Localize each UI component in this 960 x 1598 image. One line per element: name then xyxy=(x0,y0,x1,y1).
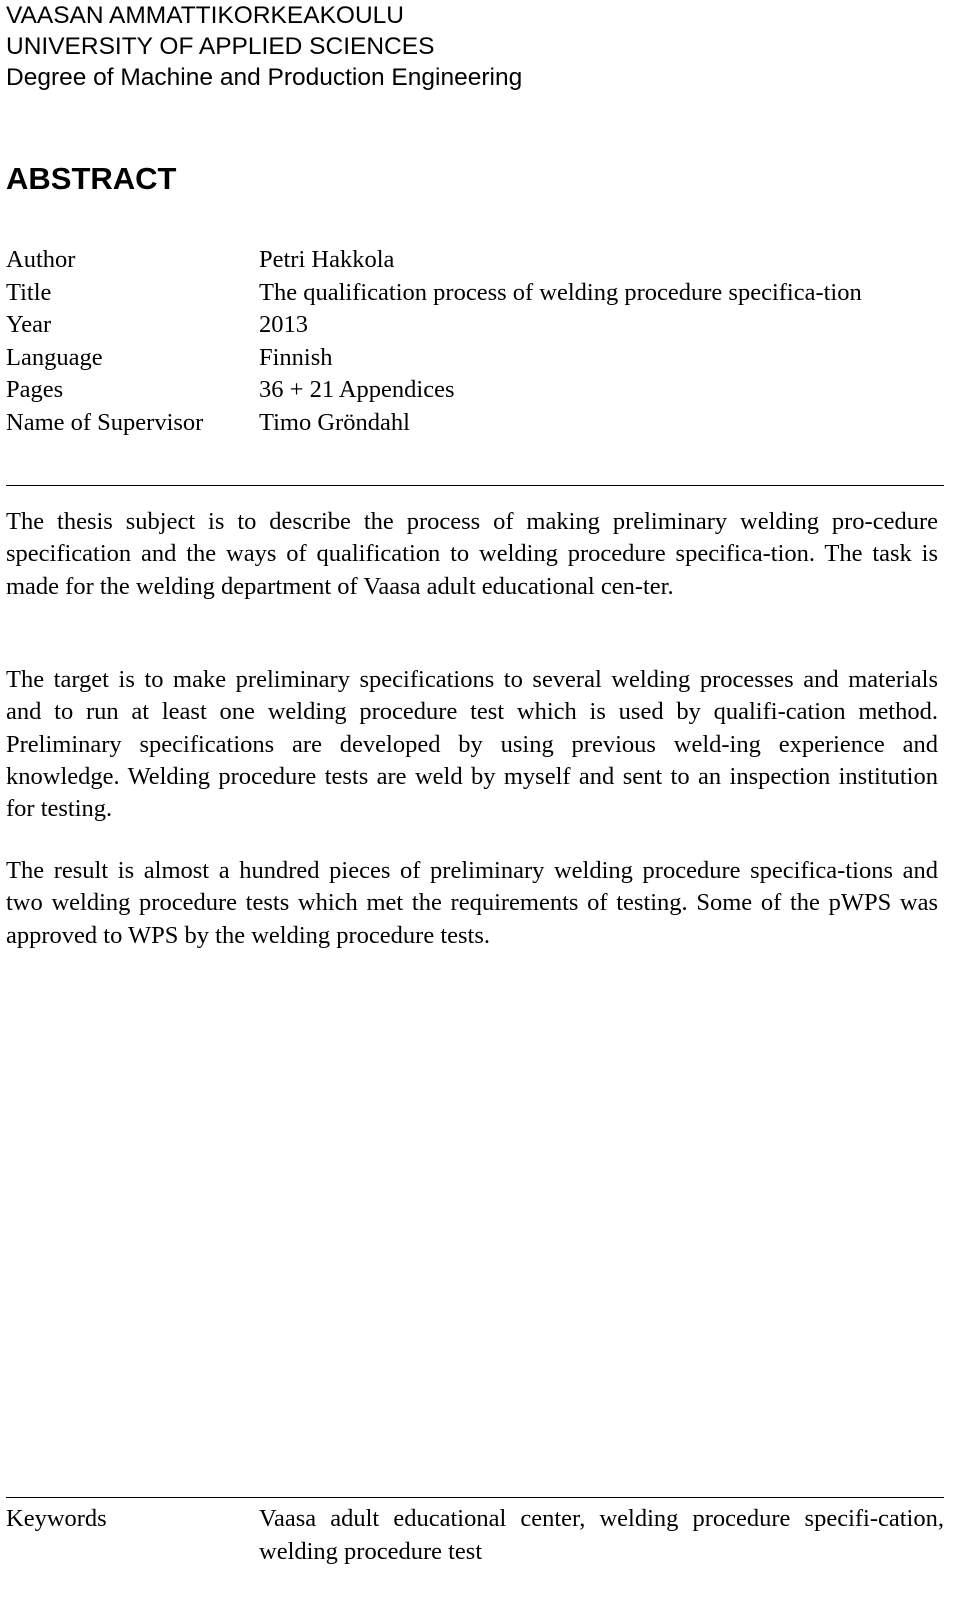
keywords-value: Vaasa adult educational center, welding procedure specifi-cation, welding procedure test xyxy=(259,1505,944,1565)
abstract-paragraph-2: The target is to make preliminary specifications to several welding processes and materials and to run at least one welding procedure test which is used by qualifi-cation method. Preliminary specifications are developed by using previous weld-ing experience and knowledge. Welding procedure tests are weld by myself and sent to an inspection institution for testing. xyxy=(6,666,938,823)
keywords-label: Keywords xyxy=(6,1505,107,1532)
meta-value: Finnish xyxy=(259,343,333,371)
degree-programme: Degree of Machine and Production Engineering xyxy=(6,64,523,91)
meta-row-author xyxy=(6,244,944,277)
abstract-paragraph-3: The result is almost a hundred pieces of preliminary welding procedure specifica-tions and two welding procedure tests which met the requirements of testing. Some of the pWPS was approved to WPS by the welding procedure tests. xyxy=(6,857,938,949)
meta-value: Timo Gröndahl xyxy=(259,408,410,436)
metadata-divider xyxy=(6,485,944,486)
keywords-divider xyxy=(6,1497,944,1498)
meta-label: Year xyxy=(6,311,52,338)
meta-row-language xyxy=(6,342,944,375)
meta-label: Pages xyxy=(6,376,64,403)
meta-row-year xyxy=(6,309,944,342)
meta-row-supervisor xyxy=(6,407,944,440)
meta-label: Title xyxy=(6,278,52,306)
abstract-page xyxy=(6,0,944,1598)
meta-value: 36 + 21 Appendices xyxy=(259,376,455,403)
meta-value: The qualification process of welding procedure specifica-tion xyxy=(259,278,862,306)
meta-value: Petri Hakkola xyxy=(259,246,395,273)
abstract-paragraph-1: The thesis subject is to describe the process of making preliminary welding pro-cedure specification and the ways of qualification to welding procedure specifica-tion. The task is made for the welding department of Vaasa adult educational cen-ter. xyxy=(6,508,938,600)
meta-row-pages xyxy=(6,374,944,407)
meta-row-title xyxy=(6,277,944,310)
institution-name-fi: VAASAN AMMATTIKORKEAKOULU xyxy=(6,2,404,29)
thesis-metadata xyxy=(6,244,944,439)
meta-label: Name of Supervisor xyxy=(6,408,204,436)
meta-value: 2013 xyxy=(259,311,308,338)
meta-label: Language xyxy=(6,343,103,371)
page-title: ABSTRACT xyxy=(6,161,177,196)
institution-name-en: UNIVERSITY OF APPLIED SCIENCES xyxy=(6,33,435,60)
keywords-section xyxy=(6,1502,944,1568)
meta-label: Author xyxy=(6,246,76,273)
